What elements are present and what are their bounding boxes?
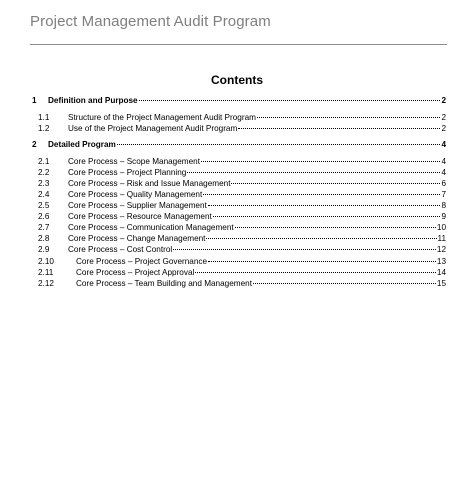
toc-entry-page-number: 14: [436, 268, 446, 277]
toc-entry-title: Core Process – Resource Management: [68, 212, 212, 221]
toc-entry[interactable]: [32, 123, 446, 134]
toc-entry-page-number: 2: [441, 96, 446, 105]
toc-entry-page-number: 13: [436, 257, 446, 266]
toc-entry-title: Core Process – Project Governance: [76, 257, 208, 266]
toc-entry-number: 1: [32, 96, 37, 105]
toc-entry-number: 2.10: [38, 257, 54, 266]
toc-entry-title: Core Process – Quality Management: [68, 190, 203, 199]
toc-entry-title: Use of the Project Management Audit Program: [68, 124, 238, 133]
toc-entry-number: 2.11: [38, 268, 54, 277]
toc-entry[interactable]: [32, 112, 446, 123]
toc-dot-leader: [117, 144, 441, 145]
toc-dot-leader: [253, 283, 436, 284]
toc-entry-title: Core Process – Project Planning: [68, 168, 187, 177]
toc-entry[interactable]: [32, 222, 446, 233]
toc-entry-page-number: 2: [441, 124, 446, 133]
toc-entry[interactable]: [32, 189, 446, 200]
toc-entry-page-number: 11: [437, 234, 446, 243]
toc-entry-number: 2.4: [38, 190, 50, 199]
toc-entry[interactable]: [32, 167, 446, 178]
toc-entry-number: 2.7: [38, 223, 50, 232]
toc-entry-page-number: 10: [436, 223, 446, 232]
toc-entry-number: 2.1: [38, 157, 50, 166]
document-header-title: Project Management Audit Program: [30, 13, 271, 30]
toc-dot-leader: [257, 117, 440, 118]
toc-entry-number: 2.3: [38, 179, 50, 188]
contents-heading: Contents: [211, 73, 263, 87]
toc-entry[interactable]: [32, 278, 446, 289]
toc-dot-leader: [235, 227, 436, 228]
toc-dot-leader: [195, 272, 436, 273]
toc-dot-leader: [213, 216, 441, 217]
toc-entry[interactable]: [32, 178, 446, 189]
toc-entry-title: Detailed Program: [48, 140, 116, 149]
toc-entry-page-number: 6: [441, 179, 446, 188]
toc-entry[interactable]: [32, 156, 446, 167]
toc-entry-title: Core Process – Team Building and Management: [76, 279, 252, 288]
toc-entry-title: Core Process – Change Management: [68, 234, 206, 243]
toc-entry-page-number: 8: [441, 201, 446, 210]
toc-entry-title: Core Process – Supplier Management: [68, 201, 207, 210]
toc-entry[interactable]: [32, 267, 446, 278]
toc-dot-leader: [206, 238, 436, 239]
toc-entry-title: Core Process – Risk and Issue Management: [68, 179, 231, 188]
toc-entry-number: 2.8: [38, 234, 50, 243]
toc-dot-leader: [208, 261, 436, 262]
toc-entry-title: Core Process – Scope Management: [68, 157, 200, 166]
toc-dot-leader: [201, 161, 440, 162]
toc-entry-number: 2: [32, 140, 37, 149]
toc-entry-page-number: 2: [441, 113, 446, 122]
toc-entry-title: Structure of the Project Management Audit Program: [68, 113, 256, 122]
toc-entry-number: 1.1: [38, 113, 50, 122]
toc-dot-leader: [208, 205, 441, 206]
toc-entry-page-number: 4: [441, 157, 446, 166]
toc-entry[interactable]: [32, 233, 446, 244]
toc-entry[interactable]: [32, 256, 446, 267]
toc-entry-page-number: 7: [441, 190, 446, 199]
toc-entry-title: Definition and Purpose: [48, 96, 138, 105]
header-divider: [30, 44, 447, 45]
toc-entry-number: 2.2: [38, 168, 50, 177]
toc-entry[interactable]: [32, 95, 446, 106]
toc-entry-number: 2.9: [38, 245, 50, 254]
toc-entry-title: Core Process – Project Approval: [76, 268, 195, 277]
toc-dot-leader: [173, 249, 436, 250]
toc-entry-title: Core Process – Cost Control: [68, 245, 173, 254]
toc-entry[interactable]: [32, 200, 446, 211]
toc-entry-number: 2.12: [38, 279, 54, 288]
toc-dot-leader: [238, 128, 440, 129]
toc-entry[interactable]: [32, 244, 446, 255]
toc-entry[interactable]: [32, 211, 446, 222]
toc-entry-page-number: 12: [436, 245, 446, 254]
toc-entry-page-number: 4: [441, 140, 446, 149]
toc-entry[interactable]: [32, 139, 446, 150]
toc-entry-page-number: 15: [436, 279, 446, 288]
toc-dot-leader: [203, 194, 440, 195]
toc-entry-number: 2.5: [38, 201, 50, 210]
toc-dot-leader: [187, 172, 440, 173]
toc-entry-number: 2.6: [38, 212, 50, 221]
toc-entry-title: Core Process – Communication Management: [68, 223, 234, 232]
toc-dot-leader: [139, 100, 441, 101]
toc-entry-number: 1.2: [38, 124, 50, 133]
toc-dot-leader: [231, 183, 440, 184]
toc-entry-page-number: 4: [441, 168, 446, 177]
toc-entry-page-number: 9: [441, 212, 446, 221]
